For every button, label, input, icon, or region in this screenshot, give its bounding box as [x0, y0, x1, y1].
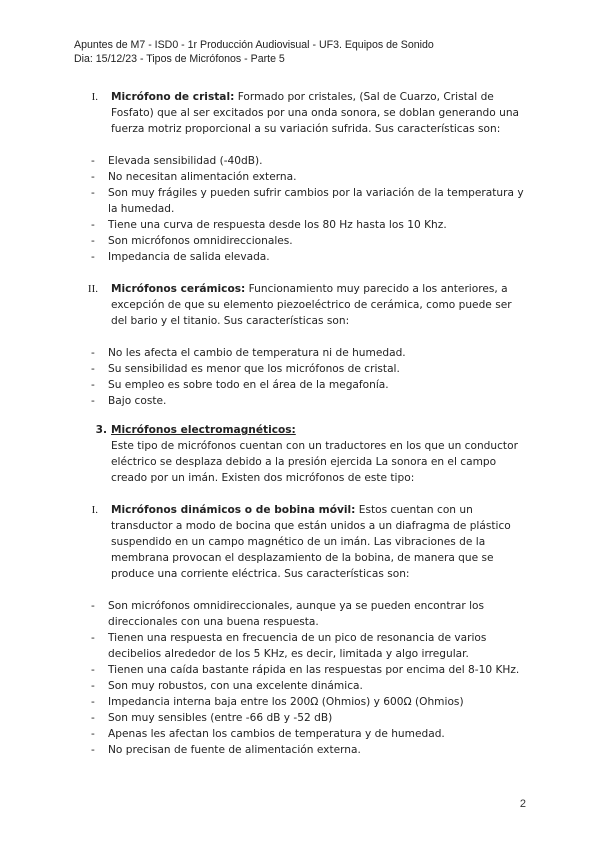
page-number: 2 [519, 798, 526, 810]
section-3-body: Este tipo de micrófonos cuentan con un traductores en los que un conductor eléctrico se desplaza debido a la presión ejercida La sonora en el campo creado por un imán. Existen dos micrófonos de este tipo: [111, 440, 518, 484]
section-1-title: Micrófono de cristal: [111, 91, 235, 103]
section-4-title: Micrófonos dinámicos o de bobina móvil: [111, 504, 356, 516]
header-line-2: Dia: 15/12/23 - Tipos de Micrófonos - Parte 5 [74, 53, 285, 65]
header-line-1: Apuntes de M7 - ISD0 - 1r Producción Audiovisual - UF3. Equipos de Sonido [74, 39, 434, 51]
section-1-body: Formado por cristales, (Sal de Cuarzo, Cristal de Fosfato) que al ser excitados por una onda sonora, se doblan generando una fuerza motriz proporcional a su variación sufrida. Sus características son: [111, 91, 520, 135]
section-1-numeral: I. [91, 91, 98, 103]
section-4-paragraph [111, 502, 531, 582]
section-2-body: Funcionamiento muy parecido a los anteriores, a excepción de que su elemento piezoeléctrico de cerámica, como puede ser del bario y el titanio. Sus características son: [111, 283, 512, 327]
section-2-title: Micrófonos cerámicos: [111, 283, 246, 295]
section-3-title: Micrófonos electromagnéticos: [111, 424, 296, 436]
section-2-paragraph [111, 281, 531, 329]
section-3-paragraph [111, 422, 531, 486]
section-4-body: Estos cuentan con un transductor a modo de bocina que están unidos a un diafragma de plástico suspendido en un campo magnético de un imán. Las vibraciones de la membrana provocan el desplazamiento de la bobina, de manera que se produce una corriente eléctrica. Sus características son: [111, 504, 511, 580]
section-2-numeral: II. [87, 283, 98, 295]
section-4-numeral: I. [91, 504, 98, 516]
section-3-number: 3. [95, 424, 107, 436]
section-1-paragraph [111, 89, 531, 137]
document-page: Apuntes de M7 - ISD0 - 1r Producción Audiovisual - UF3. Equipos de Sonido Dia: 15/12/23 - Tipos de Micrófonos - Parte 5 I. Micrófono de cristal: Formado por cristales, (Sal de Cuarzo, Cristal de Fosfato) que al ser excitados por una onda sonora, se doblan generando una fuerza motriz proporcional a su variación sufrida. Sus características son: - Elevada sensibilidad (-40dB). - No necesitan alimentación externa. - Son muy frágiles y pueden sufrir cambios por la variación de la temperatura y la humedad. - Tiene una curva de respuesta desde los 80 Hz hasta los 10 Khz. - Son micrófonos omnidireccionales. - Impedancia de salida elevada. II. Micrófonos cerámicos: Funcionamiento muy parecido a los anteriores, a excepción de que su elemento piezoeléctrico de cerámica, como puede ser del bario y el titanio. Sus características son: - No les afecta el cambio de temperatura ni de humedad. - Su sensibilidad es menor que los micrófonos de cristal. - Su empleo es sobre todo en el área de la megafonía. - Bajo coste. 3. Micrófonos electromagnéticos: Este tipo de micrófonos cuentan con un traductores en los que un conductor eléctrico se desplaza debido a la presión ejercida La sonora en el campo creado por un imán. Existen dos micrófonos de este tipo: I. Micrófonos dinámicos o de bobina móvil: Estos cuentan con un transductor a modo de bocina que están unidos a un diafragma de plástico suspendido en un campo magnético de un imán. Las vibraciones de la membrana provocan el desplazamiento de la bobina, de manera que se produce una corriente eléctrica. Sus características son: - Son micrófonos omnidireccionales, aunque ya se pueden encontrar los direccionales con una buena respuesta. - Tienen una respuesta en frecuencia de un pico de resonancia de varios decibelios alrededor de los 5 KHz, es decir, limitada y algo irregular. - Tienen una caída bastante rápida en las respuestas por encima del 8-10 KHz. - Son muy robustos, con una excelente dinámica. - Impedancia interna baja entre los 200Ω (Ohmios) y 600Ω (Ohmios) - Son muy sensibles (entre -66 dB y -52 dB) - Apenas les afectan los cambios de temperatura y de humedad. - No precisan de fuente de alimentación externa. 2 [0, 0, 600, 848]
